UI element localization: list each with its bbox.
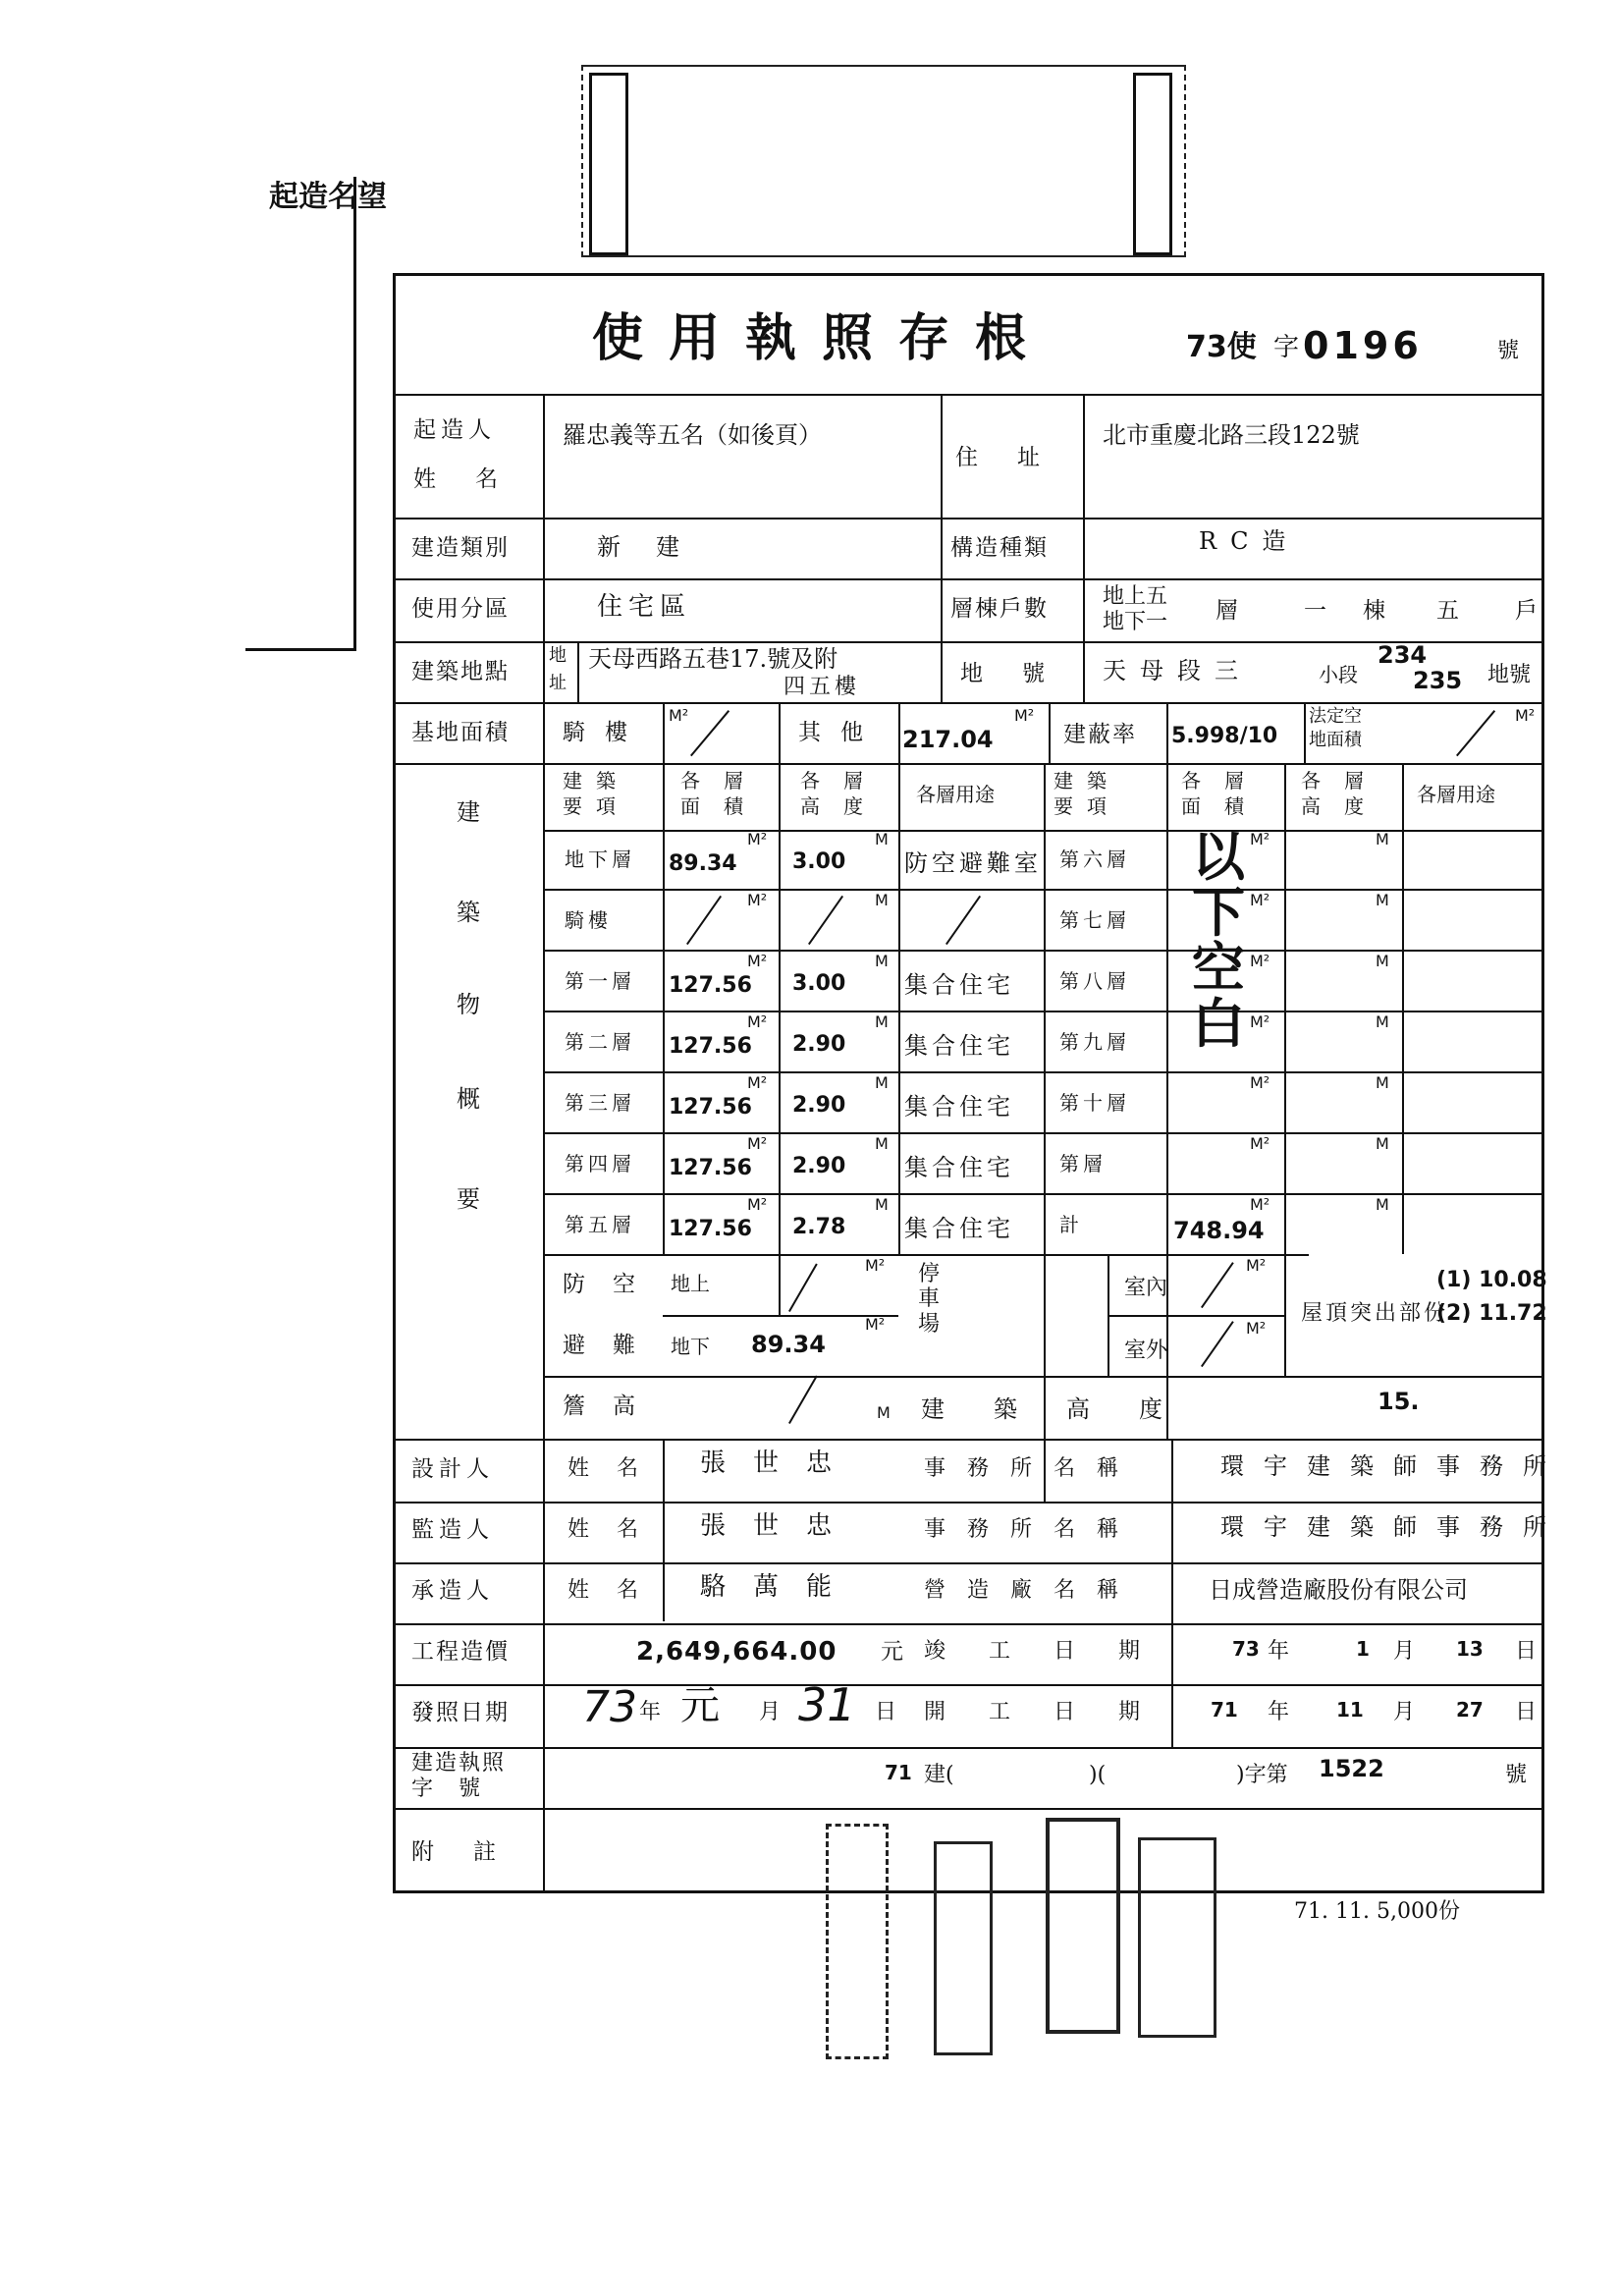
- floor-area: 89.34: [669, 851, 737, 876]
- unit: M²: [747, 830, 768, 848]
- floor-height: 2.90: [792, 1032, 846, 1057]
- building-side-char: 物: [457, 991, 480, 1018]
- unit: M²: [1250, 1073, 1270, 1092]
- stamp-seal-icon: [1133, 73, 1172, 255]
- floor-use: 集合住宅: [904, 1215, 1014, 1242]
- coverage-ratio: 5.998/10: [1171, 724, 1278, 748]
- unit: M²: [1250, 952, 1270, 970]
- unit: M²: [747, 1195, 768, 1214]
- bottom-seal-icon: [1046, 1818, 1120, 2034]
- print-info: 71. 11. 5,000份: [1294, 1899, 1460, 1924]
- applicant-name: 羅忠義等五名（如後頁）: [563, 421, 822, 449]
- total-area: 748.94: [1173, 1217, 1265, 1244]
- floor-name-right: 第六層: [1059, 847, 1130, 871]
- top-approval-stamp: [581, 65, 1186, 257]
- form-title: 使用執照存根: [592, 308, 1053, 368]
- build-type-value: 新建: [597, 533, 715, 561]
- floor-name: 第五層: [565, 1213, 635, 1236]
- building-side-char: 建: [457, 798, 480, 826]
- floor-height: 3.00: [792, 971, 846, 996]
- use-permit-form: 使用執照存根 73使 字 0196 號 起造人 姓名 羅忠義等五名（如後頁） 住址 北市重慶北路三段122號 建造類別 新建 構造種類 RC造 使用分區 住宅區 層棟戶數 地上五 地下一 層 一 棟 五 戶 建築地點 地 址 天母西路五巷17.號及附 四五樓 地號 天母段三 小段 234 235 地號 基地面積 騎樓 M² 其他 217.04 M² 建蔽率 5.998/10 法定空 地面積 M² 建 築 物 概 要 建築 要項 各層 面積 各層 高度 各層用途 建築 要項 各層 面積 各層 高度 各層用途 地下層 M² M 89.34 3.00 防空避難室 第六層 M² M 騎樓 M² M 第七層 M² M 第一層 M² M 127.56 3.00 集合住宅 第八層 M² M 第二層 M² M 127.56 2.90 集合住宅 第九層 M² M 第三層 M² M 127.56 2.90 集合住宅 第十層 M² M 第四層 M² M 127.56 2.90 集合住宅 第層 M² M 第五層 M² M 127.56 2.78 集合住宅 計 M² M 以下空白 748.94 防空 避難 地上 地下 89.34 M² M² 停車場 室內 室外 M² M² 屋頂突出部份 (1) 10.08 (2) 11.72 簷高 M 建築高度 15. 設計人 姓名 張世忠 事務所名稱 環宇建築師事務所 監造人 姓名 張世忠 事務所名稱 環宇建築師事務所 承造人 姓名 駱萬能 營造廠名稱 日成營造廠股份有限公司 工程造價 2,649,664.00 元 竣工日期 73 年 1 月 13 日 發照日期 73 年 元 月 31 日 開工日期 71 年 11 月 27 日 建造執照 字號 71 建( )( )字第 1522 號 附註: [393, 273, 1544, 1893]
- floor-height: 2.78: [792, 1215, 846, 1239]
- floor-use: 防空避難室: [904, 849, 1042, 877]
- floor-name: 地下層: [565, 847, 635, 871]
- unit: M: [1376, 1012, 1389, 1031]
- unit: M: [1376, 1134, 1389, 1153]
- floor-area: 127.56: [669, 1034, 752, 1059]
- floor-name-right: 第十層: [1059, 1091, 1130, 1115]
- unit: M: [1376, 830, 1389, 848]
- lot-section: 天母段三: [1103, 657, 1252, 684]
- unit: M²: [1250, 1134, 1270, 1153]
- contractor-name: 駱萬能: [700, 1572, 860, 1602]
- margin-note-text: 起造名望: [269, 180, 387, 214]
- supervisor-name: 張世忠: [700, 1511, 860, 1541]
- building-side-char: 築: [457, 899, 480, 926]
- unit: M²: [1250, 1012, 1270, 1031]
- unit: M²: [747, 1073, 768, 1092]
- zoning-value: 住宅區: [597, 592, 692, 622]
- supervisor-office: 環宇建築師事務所: [1220, 1513, 1566, 1541]
- floor-name-right: 第七層: [1059, 908, 1130, 932]
- unit: M: [875, 1012, 889, 1031]
- permit-no: 1522: [1319, 1755, 1384, 1782]
- bottom-seal-icon: [826, 1824, 889, 2059]
- permit-year-type: 73使: [1186, 330, 1257, 364]
- unit: M²: [747, 952, 768, 970]
- floor-name-right: 第八層: [1059, 969, 1130, 993]
- bottom-seal-icon: [1138, 1837, 1216, 2038]
- applicant-address: 北市重慶北路三段122號: [1103, 421, 1360, 449]
- floor-height: 2.90: [792, 1154, 846, 1178]
- unit: M²: [747, 891, 768, 909]
- floor-use: 集合住宅: [904, 1093, 1014, 1121]
- unit: M: [875, 1195, 889, 1214]
- unit: M: [875, 1134, 889, 1153]
- floor-name: 第二層: [565, 1030, 635, 1054]
- structure-type: RC造: [1199, 527, 1300, 555]
- unit: M: [1376, 1073, 1389, 1092]
- blank-note: 以下空白: [1192, 826, 1245, 1056]
- designer-office: 環宇建築師事務所: [1220, 1452, 1566, 1480]
- floor-name: 第三層: [565, 1091, 635, 1115]
- floor-name-right: 計: [1059, 1213, 1083, 1236]
- permit-number: 0196: [1303, 324, 1423, 367]
- floor-area: 127.56: [669, 1156, 752, 1180]
- floor-name: 騎樓: [565, 908, 612, 932]
- floor-name-right: 第九層: [1059, 1030, 1130, 1054]
- site-address: 天母西路五巷17.號及附: [588, 645, 838, 673]
- unit: M: [875, 952, 889, 970]
- unit: M: [875, 830, 889, 848]
- contractor-firm: 日成營造廠股份有限公司: [1209, 1576, 1468, 1604]
- floor-area: 127.56: [669, 973, 752, 998]
- shelter-below-value: 89.34: [751, 1331, 826, 1358]
- applicant-label: 起造人: [413, 417, 496, 443]
- building-side-char: 要: [457, 1185, 480, 1213]
- issue-month: 元: [680, 1683, 720, 1728]
- roof-2: (2) 11.72: [1436, 1301, 1547, 1326]
- other-area: 217.04: [902, 726, 994, 753]
- floor-area: 127.56: [669, 1217, 752, 1241]
- unit: M: [875, 891, 889, 909]
- margin-note-box: [245, 177, 387, 651]
- unit: M²: [1250, 891, 1270, 909]
- unit: M: [1376, 1195, 1389, 1214]
- stamp-seal-icon: [589, 73, 628, 255]
- floor-area: 127.56: [669, 1095, 752, 1120]
- floor-height: 3.00: [792, 849, 846, 874]
- floor-height: 2.90: [792, 1093, 846, 1118]
- roof-1: (1) 10.08: [1436, 1268, 1547, 1292]
- unit: M²: [747, 1012, 768, 1031]
- floor-use: 集合住宅: [904, 971, 1014, 999]
- unit: M²: [1250, 830, 1270, 848]
- floor-use: 集合住宅: [904, 1154, 1014, 1181]
- unit: M: [1376, 952, 1389, 970]
- floor-name: 第四層: [565, 1152, 635, 1175]
- floor-use: 集合住宅: [904, 1032, 1014, 1060]
- issue-day: 31: [798, 1678, 856, 1731]
- unit: M²: [1250, 1195, 1270, 1214]
- unit: M²: [747, 1134, 768, 1153]
- unit: M: [1376, 891, 1389, 909]
- floor-name: 第一層: [565, 969, 635, 993]
- building-height: 15.: [1378, 1388, 1420, 1415]
- floor-name-right: 第層: [1059, 1152, 1107, 1175]
- construction-cost: 2,649,664.00: [636, 1637, 838, 1667]
- issue-year: 73: [582, 1682, 637, 1732]
- designer-name: 張世忠: [700, 1449, 860, 1478]
- building-side-char: 概: [457, 1085, 480, 1113]
- unit: M: [875, 1073, 889, 1092]
- bottom-seal-icon: [934, 1841, 993, 2055]
